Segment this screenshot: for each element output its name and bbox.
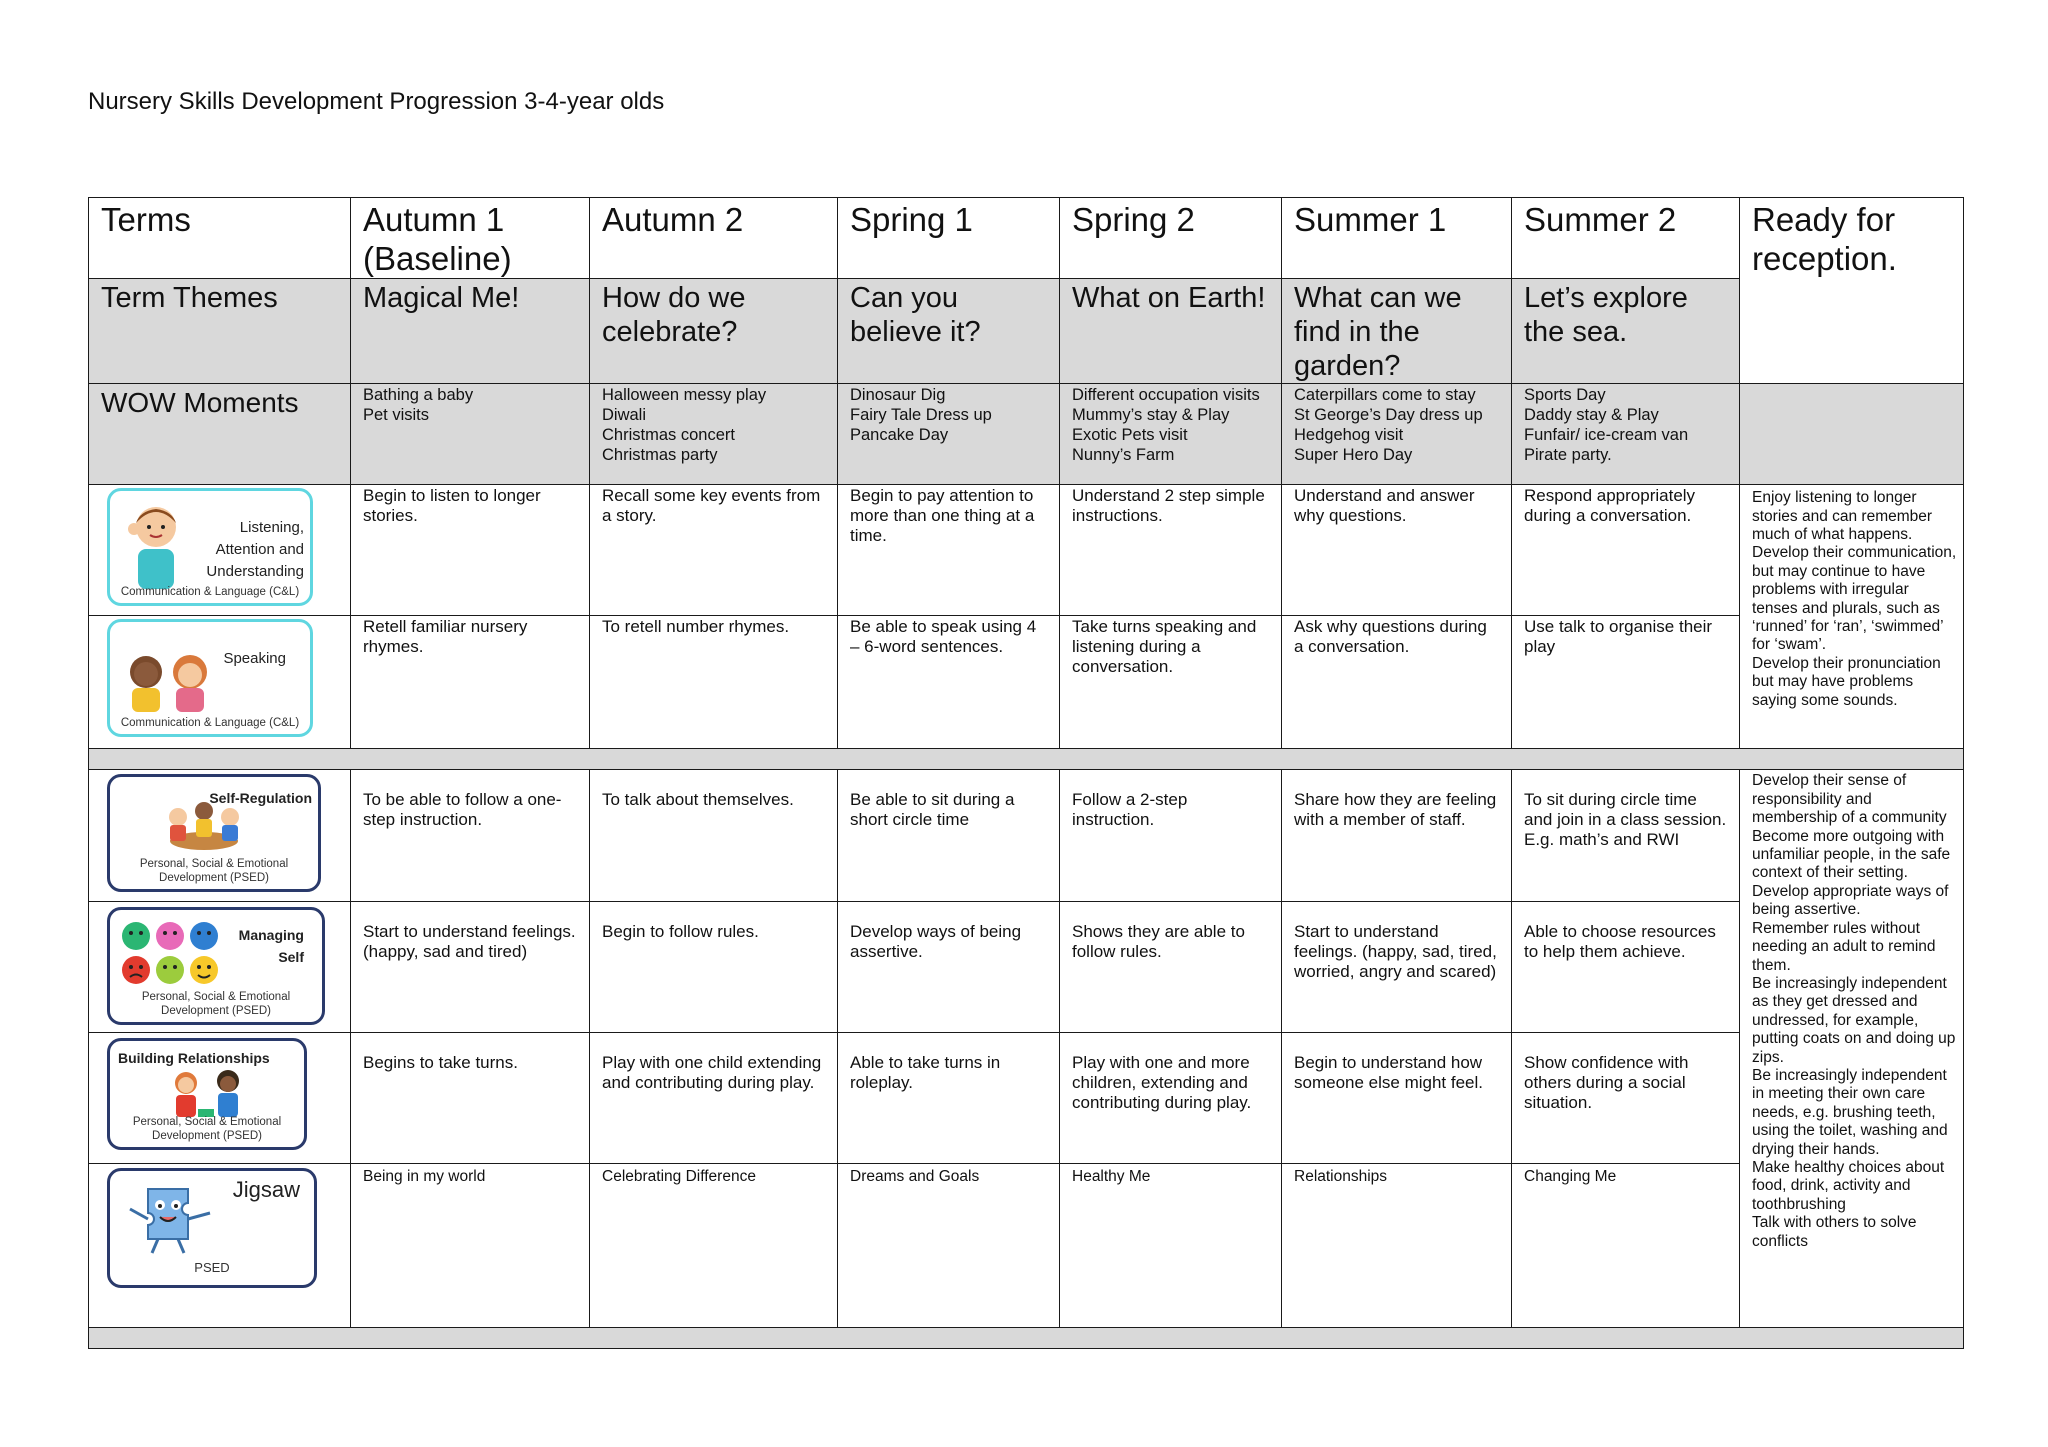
theme-cell: What can we find in the garden? xyxy=(1282,279,1512,384)
speaking-badge-title: Speaking xyxy=(223,650,286,668)
self-regulation-badge xyxy=(107,774,321,892)
managing-self-cell: Develop ways of being assertive. xyxy=(838,901,1060,1032)
self-regulation-row xyxy=(89,770,1964,901)
children-speaking-icon xyxy=(118,644,228,714)
building-badge-subtitle: Personal, Social & Emotional Development (PSED) xyxy=(132,1115,282,1142)
jigsaw-badge-title: Jigsaw xyxy=(232,1176,300,1202)
wow-cell: Different occupation visits Mummy’s stay & Play Exotic Pets visit Nunny’s Farm xyxy=(1060,384,1282,485)
jigsaw-cell: Being in my world xyxy=(351,1163,590,1327)
header-row xyxy=(89,198,1964,279)
emotion-faces-icon xyxy=(118,918,228,988)
building-badge-cell xyxy=(89,1032,351,1163)
self-regulation-cell: Follow a 2-step instruction. xyxy=(1060,770,1282,901)
jigsaw-cell: Dreams and Goals xyxy=(838,1163,1060,1327)
listening-row xyxy=(89,485,1964,616)
self-regulation-badge-cell xyxy=(89,770,351,901)
building-cell: Begins to take turns. xyxy=(351,1032,590,1163)
jigsaw-badge-subtitle: PSED xyxy=(194,1259,230,1275)
jigsaw-badge-cell xyxy=(89,1163,351,1327)
managing-self-cell: Begin to follow rules. xyxy=(590,901,838,1032)
self-regulation-cell: To sit during circle time and join in a class session. E.g. math’s and RWI xyxy=(1512,770,1740,901)
listening-cell: Begin to listen to longer stories. xyxy=(351,485,590,616)
managing-self-row xyxy=(89,901,1964,1032)
header-spring-2: Spring 2 xyxy=(1060,198,1282,279)
managing-self-badge-subtitle: Personal, Social & Emotional Development (PSED) xyxy=(141,990,291,1017)
theme-cell: Let’s explore the sea. xyxy=(1512,279,1740,384)
self-regulation-badge-subtitle: Personal, Social & Emotional Development (PSED) xyxy=(139,858,289,885)
speaking-badge-cell xyxy=(89,616,351,749)
speaking-cell: To retell number rhymes. xyxy=(590,616,838,749)
progression-table xyxy=(88,197,1964,1349)
listening-cell: Respond appropriately during a conversation. xyxy=(1512,485,1740,616)
ready-cl-cell: Enjoy listening to longer stories and can remember much of what happens. Develop their communication, but may continue to have problems with irregular tenses and plurals, such as ‘runned’ for ‘ran’, ‘swimmed’ for ‘swam’. Develop their pronunciation but may have problems saying some sounds. xyxy=(1740,485,1964,749)
managing-self-badge xyxy=(107,907,325,1025)
wow-cell: Dinosaur Dig Fairy Tale Dress up Pancake Day xyxy=(838,384,1060,485)
jigsaw-mascot-icon xyxy=(118,1179,228,1259)
wow-label: WOW Moments xyxy=(89,384,351,485)
self-regulation-cell: To be able to follow a one-step instruction. xyxy=(351,770,590,901)
theme-cell: What on Earth! xyxy=(1060,279,1282,384)
listening-cell: Understand 2 step simple instructions. xyxy=(1060,485,1282,616)
speaking-cell: Retell familiar nursery rhymes. xyxy=(351,616,590,749)
managing-self-cell: Start to understand feelings. (happy, sad, tired, worried, angry and scared) xyxy=(1282,901,1512,1032)
jigsaw-badge xyxy=(107,1168,317,1288)
building-cell: Begin to understand how someone else might feel. xyxy=(1282,1032,1512,1163)
speaking-cell: Be able to speak using 4 – 6-word sentences. xyxy=(838,616,1060,749)
building-badge xyxy=(107,1038,307,1150)
building-relationships-row xyxy=(89,1032,1964,1163)
wow-cell: Halloween messy play Diwali Christmas concert Christmas party xyxy=(590,384,838,485)
listening-badge-subtitle: Communication & Language (C&L) xyxy=(120,586,300,599)
self-regulation-cell: Share how they are feeling with a member of staff. xyxy=(1282,770,1512,901)
footer-separator-cell xyxy=(89,1327,1964,1348)
themes-label: Term Themes xyxy=(89,279,351,384)
header-autumn-1: Autumn 1 (Baseline) xyxy=(351,198,590,279)
page-title: Nursery Skills Development Progression 3-4-year olds xyxy=(88,88,665,115)
self-regulation-cell: Be able to sit during a short circle time xyxy=(838,770,1060,901)
jigsaw-cell: Healthy Me xyxy=(1060,1163,1282,1327)
speaking-cell: Take turns speaking and listening during a conversation. xyxy=(1060,616,1282,749)
header-summer-1: Summer 1 xyxy=(1282,198,1512,279)
self-regulation-badge-title: Self-Regulation xyxy=(209,790,312,807)
speaking-cell: Use talk to organise their play xyxy=(1512,616,1740,749)
wow-ready-cell xyxy=(1740,384,1964,485)
listening-cell: Recall some key events from a story. xyxy=(590,485,838,616)
speaking-badge-subtitle: Communication & Language (C&L) xyxy=(120,717,300,730)
building-cell: Able to take turns in roleplay. xyxy=(838,1032,1060,1163)
jigsaw-cell: Changing Me xyxy=(1512,1163,1740,1327)
building-cell: Play with one and more children, extending and contributing during play. xyxy=(1060,1032,1282,1163)
separator-row xyxy=(89,749,1964,770)
header-ready: Ready for reception. xyxy=(1740,198,1964,384)
speaking-row xyxy=(89,616,1964,749)
managing-self-cell: Able to choose resources to help them achieve. xyxy=(1512,901,1740,1032)
wow-row xyxy=(89,384,1964,485)
managing-self-badge-title: Managing Self xyxy=(238,926,304,965)
managing-self-cell: Start to understand feelings. (happy, sad and tired) xyxy=(351,901,590,1032)
header-spring-1: Spring 1 xyxy=(838,198,1060,279)
speaking-badge xyxy=(107,619,313,737)
building-badge-title: Building Relationships xyxy=(118,1049,270,1066)
theme-cell: Magical Me! xyxy=(351,279,590,384)
header-summer-2: Summer 2 xyxy=(1512,198,1740,279)
jigsaw-cell: Celebrating Difference xyxy=(590,1163,838,1327)
theme-cell: Can you believe it? xyxy=(838,279,1060,384)
wow-cell: Caterpillars come to stay St George’s Day dress up Hedgehog visit Super Hero Day xyxy=(1282,384,1512,485)
separator-cell xyxy=(89,749,1964,770)
building-cell: Play with one child extending and contributing during play. xyxy=(590,1032,838,1163)
listening-cell: Begin to pay attention to more than one thing at a time. xyxy=(838,485,1060,616)
header-autumn-2: Autumn 2 xyxy=(590,198,838,279)
footer-separator-row xyxy=(89,1327,1964,1348)
jigsaw-cell: Relationships xyxy=(1282,1163,1512,1327)
ready-psed-cell: Develop their sense of responsibility and membership of a community Become more outgoing with unfamiliar people, in the safe context of their setting. Develop appropriate ways of being assertive. Remember rules without needing an adult to remind them. Be increasingly independent as they get dressed and undressed, for example, putting coats on and doing up zips. Be increasingly independent in meeting their own care needs, e.g. brushing teeth, using the toilet, washing and drying their hands. Make healthy choices about food, drink, activity and toothbrushing Talk with others to solve conflicts xyxy=(1740,770,1964,1327)
listening-badge xyxy=(107,488,313,606)
managing-self-cell: Shows they are able to follow rules. xyxy=(1060,901,1282,1032)
themes-row xyxy=(89,279,1964,384)
building-cell: Show confidence with others during a social situation. xyxy=(1512,1032,1740,1163)
header-terms: Terms xyxy=(89,198,351,279)
listening-badge-cell xyxy=(89,485,351,616)
wow-cell: Bathing a baby Pet visits xyxy=(351,384,590,485)
self-regulation-cell: To talk about themselves. xyxy=(590,770,838,901)
speaking-cell: Ask why questions during a conversation. xyxy=(1282,616,1512,749)
jigsaw-row xyxy=(89,1163,1964,1327)
theme-cell: How do we celebrate? xyxy=(590,279,838,384)
listening-cell: Understand and answer why questions. xyxy=(1282,485,1512,616)
wow-cell: Sports Day Daddy stay & Play Funfair/ ice-cream van Pirate party. xyxy=(1512,384,1740,485)
managing-self-badge-cell xyxy=(89,901,351,1032)
listening-badge-title: Listening, Attention and Understanding xyxy=(206,519,304,581)
